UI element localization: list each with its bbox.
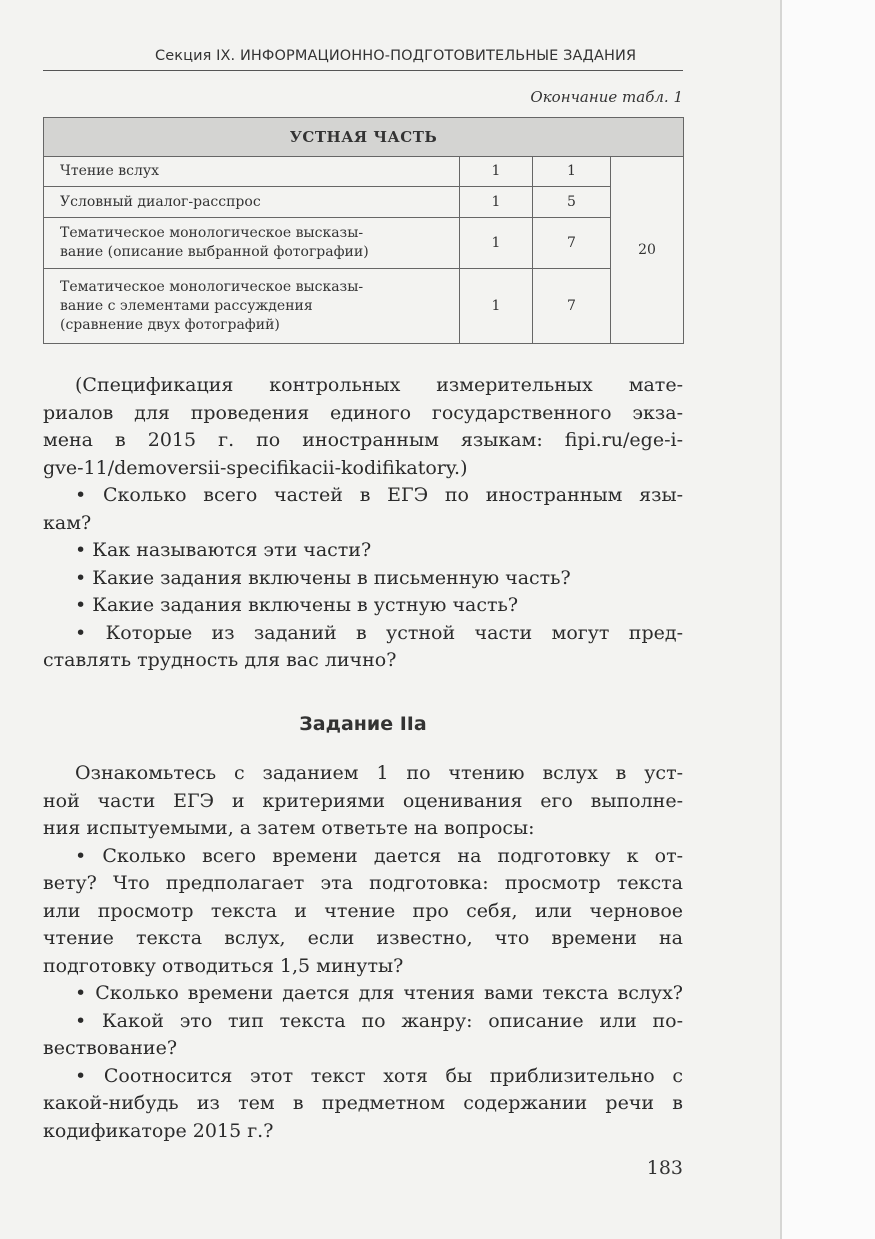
question-line: какой-нибудь из тем в предметном содержании речи в	[43, 1092, 683, 1114]
table-row	[44, 269, 684, 344]
text-line: Ознакомьтесь с заданием 1 по чтению вслух в уст-	[75, 762, 683, 784]
question-line: чтение текста вслух, если известно, что времени на	[43, 927, 683, 949]
oral-part-table	[43, 117, 684, 344]
text-line: gve-11/demoversii-specifikacii-kodifikatory.)	[43, 456, 468, 479]
text-line: ния испытуемыми, а затем ответьте на вопросы:	[43, 817, 535, 839]
total-points: 20	[611, 157, 684, 344]
task-points: 7	[533, 218, 611, 269]
question-line: • Сколько всего частей в ЕГЭ по иностранным язы-	[75, 484, 683, 506]
scan-margin	[780, 0, 875, 1239]
question-line: вету? Что предполагает эта подготовка: просмотр текста	[43, 872, 683, 894]
question-line: вествование?	[43, 1037, 178, 1059]
text-line: риалов для проведения единого государственного экза-	[43, 401, 683, 424]
question-line: • Какие задания включены в письменную часть?	[75, 566, 571, 589]
task-points: 5	[533, 187, 611, 218]
specification-paragraph	[43, 372, 683, 675]
question-line: • Соотносится этот текст хотя бы приблизительно с	[75, 1064, 683, 1087]
task-name: Условный диалог-расспрос	[44, 187, 460, 218]
header-rule	[43, 70, 683, 71]
text-line: ной части ЕГЭ и критериями оценивания его выполне-	[43, 789, 683, 812]
task-paragraph	[43, 760, 683, 1145]
question-line: • Какой это тип текста по жанру: описание или по-	[75, 1009, 683, 1032]
text-line: (Спецификация контрольных измерительных мате-	[75, 374, 683, 396]
question-line: ставлять трудность для вас лично?	[43, 649, 397, 671]
task-count: 1	[460, 157, 533, 187]
section-title: Задание IIa	[299, 713, 427, 735]
task-points: 1	[533, 157, 611, 187]
question-line: • Как называются эти части?	[75, 539, 372, 561]
question-line: кам?	[43, 511, 92, 534]
question-line: подготовку отводиться 1,5 минуты?	[43, 954, 404, 977]
table-row	[44, 187, 684, 218]
task-count: 1	[460, 187, 533, 218]
question-line: • Которые из заданий в устной части могут пред-	[75, 621, 683, 644]
question-line: • Сколько времени дается для чтения вами текста вслух?	[75, 982, 683, 1004]
running-header: Секция IX. ИНФОРМАЦИОННО-ПОДГОТОВИТЕЛЬНЫЕ ЗАДАНИЯ	[155, 48, 637, 64]
question-line: кодификаторе 2015 г.?	[43, 1119, 274, 1142]
page-number: 183	[646, 1157, 683, 1179]
text-line: мена в 2015 г. по иностранным языкам: fipi.ru/ege-i-	[43, 429, 683, 451]
table-caption: Окончание табл. 1	[530, 88, 683, 106]
task-name: Тематическое монологическое высказы- вание с элементами рассуждения (сравнение двух фотографий)	[44, 269, 460, 344]
question-line: • Какие задания включены в устную часть?	[75, 594, 519, 616]
question-line: • Сколько всего времени дается на подготовку к от-	[75, 844, 683, 867]
table-title: УСТНАЯ ЧАСТЬ	[44, 118, 684, 157]
table-row	[44, 218, 684, 269]
task-count: 1	[460, 269, 533, 344]
task-count: 1	[460, 218, 533, 269]
task-name: Тематическое монологическое высказы- вание (описание выбранной фотографии)	[44, 218, 460, 269]
question-line: или просмотр текста и чтение про себя, или черновое	[43, 899, 683, 922]
task-name: Чтение вслух	[44, 157, 460, 187]
task-points: 7	[533, 269, 611, 344]
table-row	[44, 157, 684, 187]
